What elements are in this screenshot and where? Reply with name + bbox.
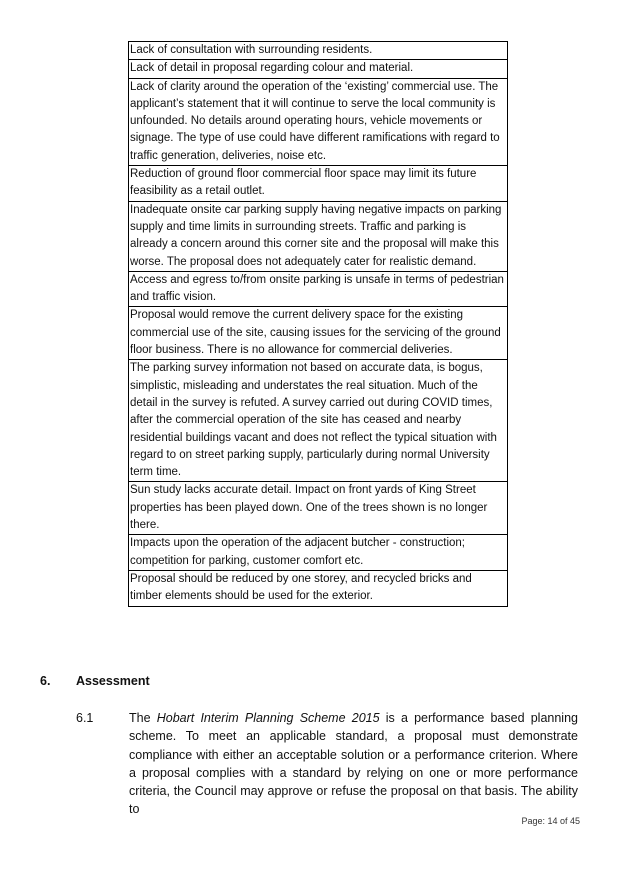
issue-cell: Lack of clarity around the operation of the ‘existing’ commercial use. The applicant’s statement that it will continue to serve the local community is unfounded. No details around operating hours, vehicle movements or signage. The type of use could have different ramifications with regard to traffic generation, deliveries, noise etc.: [129, 78, 508, 165]
issue-cell: Access and egress to/from onsite parking is unsafe in terms of pedestrian and traffic vision.: [129, 271, 508, 307]
table-row: [129, 535, 508, 571]
section-title: Assessment: [76, 674, 150, 688]
table-row: [129, 482, 508, 535]
issue-cell: The parking survey information not based on accurate data, is bogus, simplistic, misleading and understates the real situation. Much of the detail in the survey is refuted. A survey carried out during COVID times, after the commercial operation of the site has ceased and nearby residential buildings vacant and does not reflect the typical situation with regard to on street parking supply, particularly during normal University term time.: [129, 360, 508, 482]
issue-cell: Sun study lacks accurate detail. Impact on front yards of King Street properties has been played down. One of the trees shown is no longer there.: [129, 482, 508, 535]
section-heading: [40, 673, 150, 689]
table-row: [129, 360, 508, 482]
table-row: [129, 570, 508, 606]
issue-cell: Proposal would remove the current delivery space for the existing commercial use of the site, causing issues for the servicing of the ground floor business. There is no allowance for commercial deliveries.: [129, 307, 508, 360]
section-number: 6.: [40, 674, 51, 688]
issue-cell: Inadequate onsite car parking supply having negative impacts on parking supply and time limits in surrounding streets. Traffic and parking is already a concern around this corner site and the proposal will make this worse. The proposal does not adequately cater for realistic demand.: [129, 201, 508, 271]
table-row: [129, 201, 508, 271]
page-number: Page: 14 of 45: [521, 816, 580, 826]
paragraph-intro: The: [129, 711, 151, 725]
issue-cell: Lack of consultation with surrounding residents.: [129, 42, 508, 60]
issue-cell: Impacts upon the operation of the adjacent butcher - construction; competition for parking, customer comfort etc.: [129, 535, 508, 571]
issue-cell: Proposal should be reduced by one storey, and recycled bricks and timber elements should be used for the exterior.: [129, 570, 508, 606]
table-row: [129, 42, 508, 60]
paragraph-text: [129, 709, 578, 819]
issue-cell: Lack of detail in proposal regarding colour and material.: [129, 60, 508, 78]
table-row: [129, 60, 508, 78]
paragraph-body: is a performance based planning scheme. To meet an applicable standard, a proposal must demonstrate compliance with either an acceptable solution or a performance criterion. Where a proposal complies with a standard by relying on one or more performance criteria, the Council may approve or refuse the proposal on that basis. The ability to: [129, 711, 578, 817]
representation-issues-table: [128, 41, 508, 607]
table-row: [129, 307, 508, 360]
planning-scheme-title: Hobart Interim Planning Scheme 2015: [156, 711, 380, 725]
table-row: [129, 78, 508, 165]
table-row: [129, 166, 508, 202]
paragraph-number: 6.1: [76, 711, 94, 725]
table-row: [129, 271, 508, 307]
issue-cell: Reduction of ground floor commercial floor space may limit its future feasibility as a retail outlet.: [129, 166, 508, 202]
